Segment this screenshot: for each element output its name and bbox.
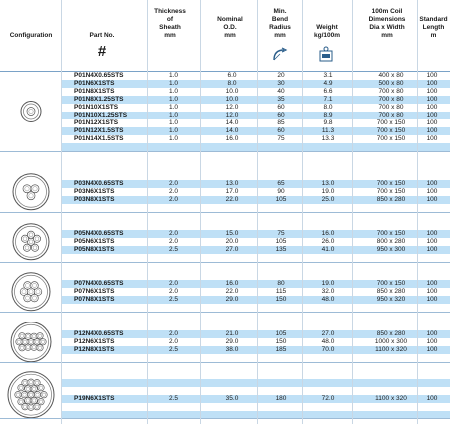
sheath-thickness: 2.0 [169,279,179,287]
sheath-thickness: 1.0 [169,127,179,135]
coil-dimensions: 700 x 80 [378,95,404,103]
sheath-thickness: 1.0 [169,79,179,87]
part-number: P01N8X1.25STS [74,95,124,103]
min-bend-radius: 135 [275,245,287,253]
coil-dimensions: 500 x 80 [378,79,404,87]
nominal-od: 16.0 [225,279,239,287]
min-bend-radius: 75 [277,229,285,237]
table-row [61,96,450,104]
min-bend-radius: 35 [277,95,285,103]
coil-dimensions: 850 x 280 [376,195,406,203]
cable-group [0,222,450,262]
nominal-od: 21.0 [225,329,239,337]
coil-dimensions: 1000 x 300 [374,337,408,345]
header-bend-l3: Radius [269,24,291,31]
part-number: P07N4X0.65STS [74,279,124,287]
nominal-od: 10.0 [225,95,239,103]
weight: 13.3 [321,135,335,143]
weight: 9.8 [323,119,333,127]
column-divider [352,0,353,424]
standard-length: 100 [426,72,438,79]
nominal-od: 22.0 [225,287,239,295]
header-thickness-l3: Sheath [159,24,181,31]
header-weight-l1: Weight [316,24,338,31]
min-bend-radius: 60 [277,103,285,111]
sheath-thickness: 1.0 [169,135,179,143]
table-row [61,272,450,280]
nominal-od: 29.0 [225,295,239,303]
weight: 7.1 [323,95,333,103]
cable-group [0,172,450,212]
header-bend [257,8,303,40]
standard-length: 100 [426,79,438,87]
weight: 4.9 [323,79,333,87]
group-divider [0,362,450,363]
sheath-thickness: 2.5 [169,295,179,303]
part-number: P03N8X1STS [74,195,115,203]
header-configuration: Configuration [9,32,53,39]
header-od-l1: Nominal [217,16,243,23]
column-divider [61,0,62,424]
table-row [61,288,450,296]
hash-icon: # [97,43,107,60]
sheath-thickness: 2.5 [169,394,179,402]
table-row [61,112,450,120]
weight: 8.9 [323,111,333,119]
nominal-od: 22.0 [225,195,239,203]
nominal-od: 15.0 [225,229,239,237]
coil-dimensions: 700 x 150 [376,179,406,187]
header-od-l2: O.D. [223,24,237,31]
header-dims-l1: 100m Coil [371,8,403,15]
part-number: P01N14X1.5STS [74,135,124,143]
configuration-cell [2,72,60,151]
cable-cross-section-icon [2,371,60,418]
weight: 19.0 [321,187,335,195]
table-row [61,354,450,362]
standard-length: 100 [426,195,438,203]
standard-length: 100 [426,279,438,287]
table-row [61,143,450,151]
part-number: P19N6X1STS [74,394,115,402]
weight: 27.0 [321,329,335,337]
weight: 11.3 [321,127,335,135]
weight: 70.0 [321,345,335,353]
nominal-od: 35.0 [225,394,239,402]
cable-cross-section-icon [2,272,60,312]
sheath-thickness: 2.0 [169,287,179,295]
part-number: P03N6X1STS [74,187,115,195]
min-bend-radius: 105 [275,195,287,203]
nominal-od: 17.0 [225,187,239,195]
table-row [61,238,450,246]
part-number: P01N6X1STS [74,79,115,87]
part-number: P12N4X0.65STS [74,329,124,337]
configuration-cell [2,322,60,362]
table-row [61,387,450,395]
sheath-thickness: 1.0 [169,111,179,119]
table-row [61,246,450,254]
standard-length: 100 [426,103,438,111]
bend-radius-icon [272,46,288,62]
coil-dimensions: 950 x 320 [376,295,406,303]
table-row [61,254,450,262]
weight: 26.0 [321,237,335,245]
min-bend-radius: 150 [275,337,287,345]
table-row [61,135,450,143]
standard-length: 100 [426,345,438,353]
coil-dimensions: 1100 x 320 [375,394,407,402]
weight: 48.0 [321,337,335,345]
column-divider [417,0,418,424]
min-bend-radius: 40 [277,87,285,95]
standard-length: 100 [426,229,438,237]
sheath-thickness: 2.0 [169,329,179,337]
coil-dimensions: 700 x 150 [376,229,406,237]
table-row [61,88,450,96]
weight: 41.0 [321,245,335,253]
table-row [61,172,450,180]
header-od [200,16,260,40]
min-bend-radius: 65 [277,179,285,187]
header-length [417,16,450,40]
min-bend-radius: 185 [275,345,287,353]
coil-dimensions: 700 x 150 [376,135,406,143]
part-number: P12N8X1STS [74,345,115,353]
header-part-no: Part No. [89,32,115,39]
weight: 19.0 [321,279,335,287]
sheath-thickness: 2.0 [169,179,179,187]
table-row [61,379,450,387]
min-bend-radius: 60 [277,127,285,135]
cable-cross-section-icon [2,172,60,212]
table-row [61,222,450,230]
table-row [61,196,450,204]
table-row [61,280,450,288]
part-number: P07N8X1STS [74,295,115,303]
part-number: P01N8X1STS [74,87,115,95]
min-bend-radius: 20 [277,72,285,79]
cable-group [0,322,450,362]
min-bend-radius: 150 [275,295,287,303]
group-divider [0,312,450,313]
table-row [61,296,450,304]
nominal-od: 14.0 [225,127,239,135]
standard-length: 100 [426,295,438,303]
table-row [61,304,450,312]
table-row [61,411,450,419]
part-number: P01N10X1.25STS [74,111,128,119]
group-divider [0,212,450,213]
table-row [61,180,450,188]
column-divider [302,0,303,424]
standard-length: 100 [426,135,438,143]
coil-dimensions: 850 x 280 [376,329,406,337]
table-row [61,230,450,238]
table-row [61,80,450,88]
group-divider [0,262,450,263]
coil-dimensions: 1100 x 320 [375,345,407,353]
sheath-thickness: 2.0 [169,187,179,195]
part-number: P05N8X1STS [74,245,115,253]
weight: 16.0 [321,229,335,237]
standard-length: 100 [426,337,438,345]
min-bend-radius: 115 [275,287,287,295]
coil-dimensions: 950 x 300 [376,245,406,253]
sheath-thickness: 2.0 [169,229,179,237]
table-row [61,330,450,338]
part-number: P05N6X1STS [74,237,115,245]
nominal-od: 29.0 [225,337,239,345]
sheath-thickness: 1.0 [169,87,179,95]
sheath-thickness: 2.0 [169,237,179,245]
min-bend-radius: 30 [277,79,285,87]
header-od-l3: mm [224,32,236,39]
header-dims-l4: mm [381,32,393,39]
header-thickness-l1: Thickness [154,8,186,15]
nominal-od: 20.0 [225,237,239,245]
weight: 25.0 [321,195,335,203]
min-bend-radius: 75 [277,135,285,143]
sheath-thickness: 2.5 [169,345,179,353]
header-dims-l3: Dia x Width [369,24,405,31]
header-weight-l2: kg/100m [313,32,341,39]
weight: 48.0 [321,295,335,303]
sheath-thickness: 1.0 [169,72,179,79]
table-row [61,371,450,379]
weight: 72.0 [321,394,335,402]
coil-dimensions: 800 x 280 [376,237,406,245]
nominal-od: 10.0 [225,87,239,95]
standard-length: 100 [426,394,438,402]
part-number: P12N6X1STS [74,337,115,345]
table-header [0,0,450,71]
table-row [61,395,450,403]
header-thickness [147,8,193,40]
coil-dimensions: 700 x 80 [378,111,404,119]
table-row [61,119,450,127]
cable-cross-section-icon [2,72,60,151]
weight: 13.0 [321,179,335,187]
table-row [61,338,450,346]
column-divider [200,0,201,424]
weight: 8.0 [323,103,333,111]
nominal-od: 13.0 [225,179,239,187]
nominal-od: 8.0 [227,79,237,87]
column-divider [147,0,148,424]
standard-length: 100 [426,179,438,187]
table-row [61,104,450,112]
sheath-thickness: 1.0 [169,103,179,111]
column-divider [257,0,258,424]
weight: 6.6 [323,87,333,95]
weight: 32.0 [321,287,335,295]
header-thickness-l4: mm [164,32,176,39]
header-length-l3: m [430,32,437,39]
part-number: P01N4X0.65STS [74,72,124,79]
nominal-od: 16.0 [225,135,239,143]
nominal-od: 27.0 [225,245,239,253]
min-bend-radius: 85 [277,119,285,127]
min-bend-radius: 180 [275,394,287,402]
nominal-od: 12.0 [225,103,239,111]
standard-length: 100 [426,95,438,103]
weight: 3.1 [323,72,333,79]
part-number: P01N12X1STS [74,119,119,127]
standard-length: 100 [426,187,438,195]
group-divider [0,418,450,419]
coil-dimensions: 850 x 280 [376,287,406,295]
table-row [61,346,450,354]
min-bend-radius: 90 [277,187,285,195]
configuration-cell [2,172,60,212]
part-number: P07N6X1STS [74,287,115,295]
coil-dimensions: 700 x 150 [376,127,406,135]
coil-dimensions: 700 x 150 [376,279,406,287]
standard-length: 100 [426,329,438,337]
table-row [61,403,450,411]
coil-dimensions: 700 x 150 [376,119,406,127]
nominal-od: 38.0 [225,345,239,353]
min-bend-radius: 105 [275,237,287,245]
nominal-od: 14.0 [225,119,239,127]
header-bend-l2: Bend [271,16,289,23]
cable-group [0,72,450,151]
standard-length: 100 [426,119,438,127]
coil-dimensions: 700 x 80 [378,103,404,111]
min-bend-radius: 105 [275,329,287,337]
header-bend-l1: Min. [273,8,287,15]
configuration-cell [2,272,60,312]
cable-cross-section-icon [2,222,60,262]
configuration-cell [2,222,60,262]
table-row [61,204,450,212]
header-length-l1: Standard [419,16,448,23]
nominal-od: 12.0 [225,111,239,119]
standard-length: 100 [426,87,438,95]
sheath-thickness: 2.0 [169,195,179,203]
nominal-od: 6.0 [227,72,237,79]
header-thickness-l2: of [166,16,174,23]
coil-dimensions: 400 x 80 [378,72,404,79]
header-dims-l2: Dimensions [368,16,406,23]
part-number: P01N10X1STS [74,103,119,111]
coil-dimensions: 700 x 150 [376,187,406,195]
sheath-thickness: 2.0 [169,337,179,345]
standard-length: 100 [426,245,438,253]
sheath-thickness: 1.0 [169,95,179,103]
header-weight [302,24,352,40]
weight-icon [319,46,333,62]
table-row [61,127,450,135]
part-number: P01N12X1.5STS [74,127,124,135]
group-divider [0,151,450,152]
cable-group [0,272,450,312]
sheath-thickness: 1.0 [169,119,179,127]
min-bend-radius: 80 [277,279,285,287]
standard-length: 100 [426,127,438,135]
sheath-thickness: 2.5 [169,245,179,253]
standard-length: 100 [426,111,438,119]
configuration-cell [2,371,60,418]
table-row [61,188,450,196]
part-number: P03N4X0.65STS [74,179,124,187]
standard-length: 100 [426,237,438,245]
coil-dimensions: 700 x 80 [378,87,404,95]
cable-group [0,371,450,418]
header-bend-l4: mm [274,32,286,39]
header-length-l2: Length [422,24,445,31]
header-dims [352,8,422,40]
standard-length: 100 [426,287,438,295]
table-row [61,322,450,330]
min-bend-radius: 60 [277,111,285,119]
cable-cross-section-icon [2,322,60,362]
part-number: P05N4X0.65STS [74,229,124,237]
table-row [61,72,450,80]
